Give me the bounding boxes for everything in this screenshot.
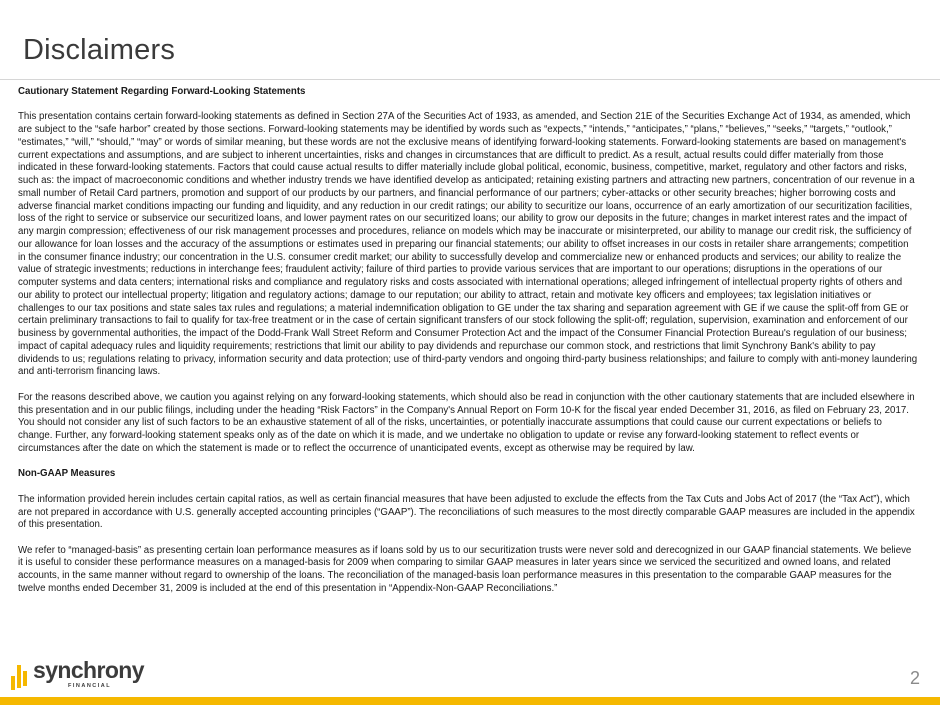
page-number: 2 <box>909 668 920 688</box>
synchrony-bars-icon <box>11 656 33 690</box>
page-title: Disclaimers <box>23 34 176 66</box>
synchrony-logo <box>11 656 144 692</box>
nongaap-paragraph-2: We refer to “managed-basis” as presenting certain loan performance measures as if loans sold by us to our securitization trusts were never sold and derecognized in our GAAP financial statements. We believe it is useful to consider these performance measures on a managed-basis for 2009 when comparing to similar GAAP measures in later years since we serviced the securitized and owned loans, and related accounts, in the same manner without regard to ownership of the loans. The reconciliation of the managed-basis loan performance measures in this presentation to the comparable GAAP measures for the twelve months ended December 31, 2009 is included at the end of this presentation in “Appendix-Non-GAAP Reconciliations.” <box>18 544 912 594</box>
logo-subtext: FINANCIAL <box>68 683 112 689</box>
title-divider <box>0 79 940 80</box>
accent-bar <box>0 697 940 705</box>
cautionary-paragraph-1: This presentation contains certain forward-looking statements as defined in Section 27A of the Securities Act of 1933, as amended, and Section 21E of the Securities Exchange Act of 1934, as amended, which are subject to the “safe harbor” created by those sections. Forward-looking statements may be identified by words such as “expects,” “intends,” “anticipates,” “plans,” “believes,” “seeks,” “targets,” “outlook,” “estimates,” “will,” “should,” “may” or words of similar meaning, but these words are not the exclusive means of identifying forward-looking statements. Forward-looking statements are based on management's current expectations and assumptions, and are subject to inherent uncertainties, risks and changes in circumstances that are difficult to predict. As a result, actual results could differ materially from those indicated in these forward-looking statements. Factors that could cause actual results to differ materially include global political, economic, business, competitive, market, regulatory and other factors and risks, such as: the impact of macroeconomic conditions and whether industry trends we have identified develop as anticipated; retaining existing partners and attracting new partners, concentration of our revenue in a small number of Retail Card partners, promotion and support of our products by our partners, and financial performance of our partners; cyber-attacks or other security breaches; higher borrowing costs and adverse financial market conditions impacting our funding and liquidity, and any reduction in our credit ratings; our ability to securitize our loans, occurrence of an early amortization of our securitization facilities, loss of the right to service or subservice our securitized loans, and lower payment rates on our securitized loans; our ability to grow our deposits in the future; changes in market interest rates and the impact of any margin compression; effectiveness of our risk management processes and procedures, reliance on models which may be inaccurate or misinterpreted, our ability to manage our credit risk, the sufficiency of our allowance for loan losses and the accuracy of the assumptions or estimates used in preparing our financial statements; our ability to offset increases in our costs in retailer share arrangements; competition in the consumer finance industry; our concentration in the U.S. consumer credit market; our ability to successfully develop and commercialize new or enhanced products and services; our ability to realize the value of strategic investments; reductions in interchange fees; fraudulent activity; failure of third parties to provide various services that are important to our operations; disruptions in the operations of our computer systems and data centers; international risks and compliance and regulatory risks and costs associated with international operations; alleged infringement of intellectual property rights of others and our ability to protect our intellectual property; litigation and regulatory actions; damage to our reputation; our ability to attract, retain and motivate key officers and employees; tax legislation initiatives or challenges to our tax positions and state sales tax rules and regulations; a material indemnification obligation to GE under the tax sharing and separation agreement with GE if we cause the split-off from GE or certain preliminary transactions to fail to qualify for tax-free treatment or in the case of certain significant transfers of our stock following the split-off; regulation, supervision, examination and enforcement of our business by governmental authorities, the impact of the Dodd-Frank Wall Street Reform and Consumer Protection Act and the impact of the Consumer Financial Protection Bureau's regulation of our business; impact of capital adequacy rules and liquidity requirements; restrictions that limit our ability to pay dividends and repurchase our common stock, and restrictions that limit Synchrony Bank's ability to pay dividends to us; regulations relating to privacy, information security and data protection; use of third-party vendors and ongoing third-party business relationships; and failure to comply with anti-money laundering and anti-terrorism financing laws. <box>18 111 918 378</box>
cautionary-paragraph-2: For the reasons described above, we caution you against relying on any forward-looking statements, which should also be read in conjunction with the other cautionary statements that are included elsewhere in this presentation and in our public filings, including under the heading “Risk Factors” in the Company's Annual Report on Form 10-K for the fiscal year ended December 31, 2016, as filed on February 23, 2017. You should not consider any list of such factors to be an exhaustive statement of all of the risks, uncertainties, or potentially inaccurate assumptions that could cause our current expectations or beliefs to change. Further, any forward-looking statement speaks only as of the date on which it is made, and we undertake no obligation to update or revise any forward-looking statement to reflect events or circumstances after the date on which the statement is made or to reflect the occurrence of unanticipated events, except as otherwise may be required by law. <box>18 391 915 454</box>
cautionary-heading: Cautionary Statement Regarding Forward-Looking Statements <box>18 86 306 97</box>
logo-wordmark: synchrony <box>33 657 144 683</box>
nongaap-paragraph-1: The information provided herein includes certain capital ratios, as well as certain financial measures that have been adjusted to exclude the effects from the Tax Cuts and Jobs Act of 2017 (the “Tax Act”), which are not prepared in accordance with U.S. generally accepted accounting principles (“GAAP”). The reconciliations of such measures to the most directly comparable GAAP measures are included in the appendix of this presentation. <box>18 493 915 531</box>
nongaap-heading: Non-GAAP Measures <box>18 468 116 480</box>
disclaimer-body <box>18 86 918 596</box>
